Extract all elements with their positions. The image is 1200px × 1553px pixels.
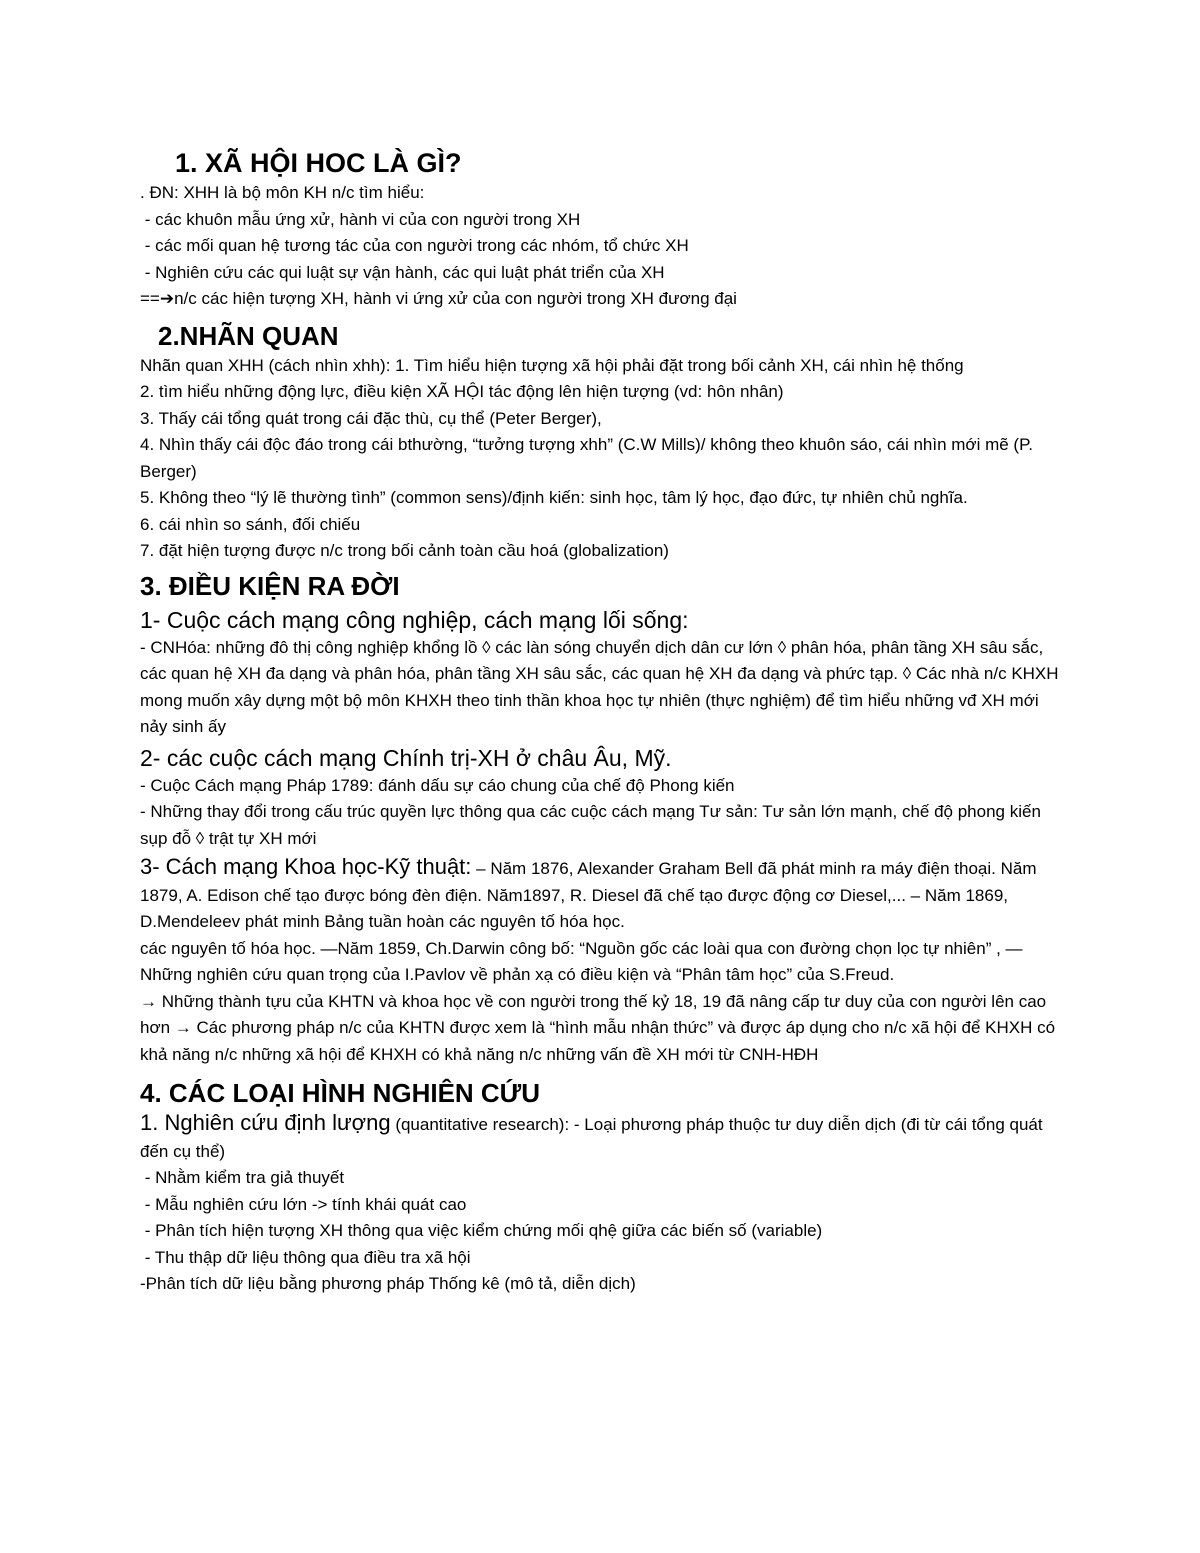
text-line: - các khuôn mẫu ứng xử, hành vi của con người trong XH [140, 209, 581, 229]
text-paragraph: Nhãn quan XHH (cách nhìn xhh): 1. Tìm hiểu hiện tượng xã hội phải đặt trong bối cảnh XH, cái nhìn hệ thống [140, 355, 964, 375]
document-body [140, 146, 1070, 1298]
text-paragraph [140, 854, 1070, 936]
text-line: - Nhằm kiểm tra giả thuyết [140, 1168, 345, 1187]
text-paragraph [140, 1110, 1070, 1165]
text-paragraph: 3. Thấy cái tổng quát trong cái đặc thù, cụ thể (Peter Berger), [140, 408, 602, 428]
text-line: - các mối quan hệ tương tác của con người trong các nhóm, tổ chức XH [140, 236, 689, 255]
subsection-title: 1. Nghiên cứu định lượng [140, 1110, 391, 1135]
text-span: – Năm 1876, Alexander Graham Bell đã phát minh ra máy điện thoại. Năm 1879, A. Edison chế tạo được bóng đèn điện. Năm1897, R. Diesel đã chế tạo được động cơ Diesel,... – Năm 1869, D.Mendeleev phát minh Bảng tuần hoàn các nguyên tố hóa học. [140, 859, 1037, 931]
text-line: -Phân tích dữ liệu bằng phương pháp Thống kê (mô tả, diễn dịch) [140, 1274, 636, 1293]
text-paragraph: 5. Không theo “lý lẽ thường tình” (common sens)/định kiến: sinh học, tâm lý học, đạo đức, tự nhiên chủ nghĩa. [140, 488, 968, 507]
section-2-heading: 2.NHÃN QUAN [158, 320, 339, 351]
subsection-title: 1- Cuộc cách mạng công nghiệp, cách mạng lối sống: [140, 606, 689, 633]
text-paragraph: - Cuộc Cách mạng Pháp 1789: đánh dấu sự cáo chung của chế độ Phong kiến [140, 775, 735, 795]
text-paragraph: 7. đặt hiện tượng được n/c trong bối cảnh toàn cầu hoá (globalization) [140, 541, 669, 560]
subsection-title: 2- các cuộc cách mạng Chính trị-XH ở châu Âu, Mỹ. [140, 744, 672, 771]
section-1-heading: 1. XÃ HỘI HOC LÀ GÌ? [175, 148, 462, 178]
text-paragraph: - CNHóa: những đô thị công nghiệp khổng lồ ◊ các làn sóng chuyển dịch dân cư lớn ◊ phân hóa, phân tầng XH sâu sắc, các quan hệ XH đa dạng và phân hóa, phân tầng XH sâu sắc, các quan hệ XH đa dạng và phức tạp. ◊ Các nhà n/c KHXH mong muốn xây dựng một bộ môn KHXH theo tinh thần khoa học tự nhiên (thực nghiệm) để tìm hiểu những vđ XH mới nảy sinh ấy [140, 637, 1059, 736]
text-paragraph: → Những thành tựu của KHTN và khoa học về con người trong thế kỷ 18, 19 đã nâng cấp tư duy của con người lên cao hơn → Các phương pháp n/c của KHTN được xem là “hình mẫu nhận thức” và được áp dụng cho n/c xã hội để KHXH có khả năng n/c những xã hội để KHXH có khả năng n/c những vấn đề XH mới từ CNH-HĐH [140, 991, 1056, 1064]
text-line: . ĐN: XHH là bộ môn KH n/c tìm hiểu: [140, 183, 425, 202]
text-paragraph: 2. tìm hiểu những động lực, điều kiện XÃ HỘI tác động lên hiện tượng (vd: hôn nhân) [140, 382, 784, 401]
text-paragraph: - Những thay đổi trong cấu trúc quyền lực thông qua các cuộc cách mạng Tư sản: Tư sản lớn mạnh, chế độ phong kiến sụp đỗ ◊ trật tự XH mới [140, 802, 1041, 848]
text-paragraph: 6. cái nhìn so sánh, đối chiếu [140, 514, 361, 534]
section-3-heading: 3. ĐIỀU KIỆN RA ĐỜI [140, 570, 400, 601]
subsection-title: 3- Cách mạng Khoa học-Kỹ thuật: [140, 854, 472, 879]
text-line: - Mẫu nghiên cứu lớn -> tính khái quát cao [140, 1194, 467, 1214]
section-4-heading: 4. CÁC LOẠI HÌNH NGHIÊN CỨU [140, 1078, 541, 1108]
text-paragraph: các nguyên tố hóa học. —Năm 1859, Ch.Darwin công bố: “Nguồn gốc các loài qua con đường chọn lọc tự nhiên” , —Những nghiên cứu quan trọng của I.Pavlov về phản xạ có điều kiện và “Phân tâm học” của S.Freud. [140, 938, 1023, 984]
text-span: (quantitative research): - Loại phương pháp thuộc tư duy diễn dịch (đi từ cái tổng quát đến cụ thể) [140, 1115, 1043, 1161]
text-line: - Phân tích hiện tượng XH thông qua việc kiểm chứng mối qhệ giữa các biến số (variable) [140, 1221, 823, 1240]
text-line: - Nghiên cứu các qui luật sự vận hành, các qui luật phát triển của XH [140, 262, 665, 282]
text-line: - Thu thập dữ liệu thông qua điều tra xã hội [140, 1247, 471, 1267]
text-line: ==➔n/c các hiện tượng XH, hành vi ứng xử của con người trong XH đương đại [140, 289, 737, 308]
text-paragraph: 4. Nhìn thấy cái độc đáo trong cái bthường, “tưởng tượng xhh” (C.W Mills)/ không theo khuôn sáo, cái nhìn mới mẽ (P. Berger) [140, 435, 1033, 481]
